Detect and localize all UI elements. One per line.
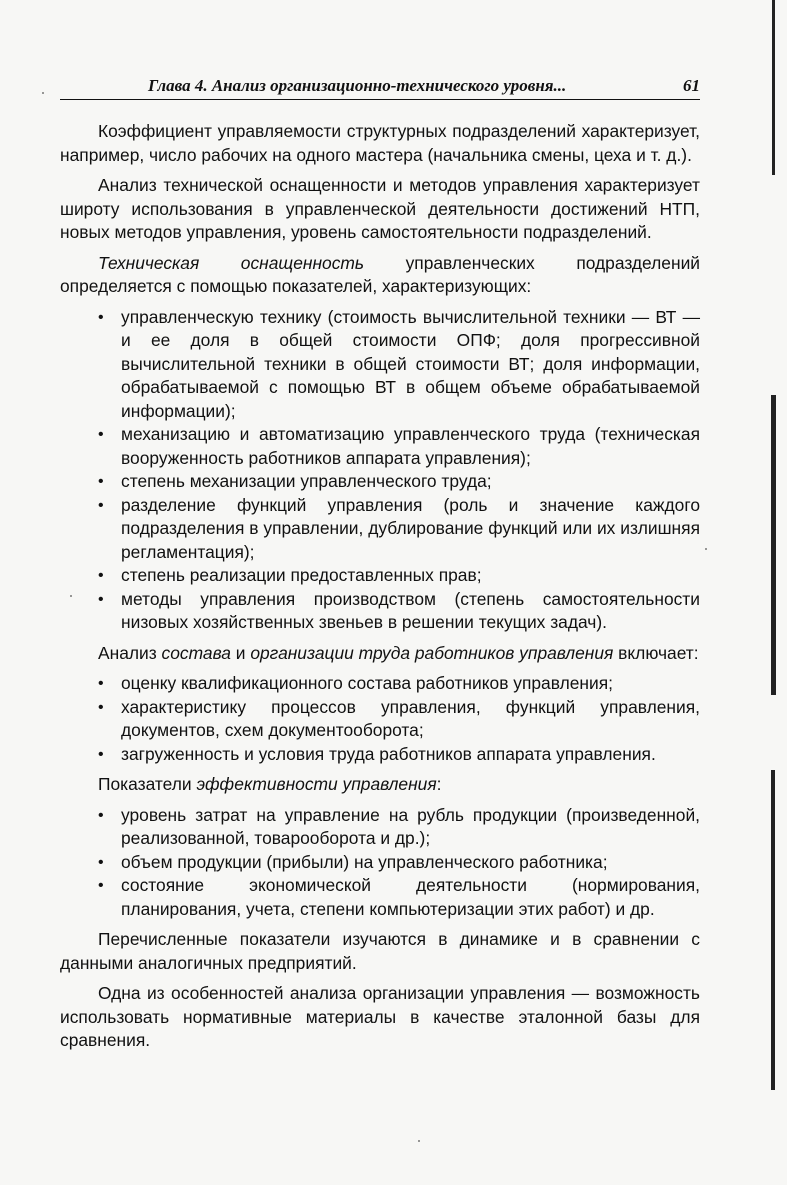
scan-speck (418, 1140, 420, 1142)
list-item: • состояние экономической деятельности (нормирования, планирования, учета, степени компьютеризации этих работ) и др. (60, 874, 700, 921)
list-item: • загруженность и условия труда работников аппарата управления. (60, 743, 700, 767)
running-head (60, 76, 700, 100)
list-item: • разделение функций управления (роль и значение каждого подразделения в управлении, дублирование функций или их излишняя регламентация); (60, 494, 700, 565)
paragraph-3 (60, 252, 700, 299)
list-efficiency-indicators (60, 804, 700, 922)
paragraph-5-a: Показатели (98, 774, 197, 794)
scan-edge-bottom (771, 770, 775, 1090)
paragraph-5-b: : (436, 774, 442, 794)
paragraph-4-a: Анализ (98, 642, 162, 663)
paragraph-4-b: и (230, 642, 251, 663)
list-item: • управленческую технику (стоимость вычислительной техники — ВТ — и ее доля в общей стоимости ОПФ; доля прогрессивной вычислительной техники в общей стоимости ВТ; доля информации, обрабатываемой с помощью ВТ в общем объеме обрабатываемой информации); (60, 306, 700, 424)
paragraph-1: Коэффициент управляемости структурных подразделений характеризует, например, число рабочих на одного мастера (начальника смены, цеха и т. д.). (60, 121, 700, 165)
list-item: • степень реализации предоставленных прав; (60, 564, 700, 588)
list-item: • методы управления производством (степень самостоятельности низовых хозяйственных звеньев в решении текущих задач). (60, 588, 700, 635)
paragraph-5 (60, 773, 700, 797)
paragraph-6: Перечисленные показатели изучаются в динамике и в сравнении с данными аналогичных предприятий. (60, 929, 700, 973)
scan-speck (705, 548, 707, 550)
paragraph-3-text: управленческих подразделений определяется с помощью показателей, характеризующих: (60, 252, 701, 296)
list-item: • уровень затрат на управление на рубль продукции (произведенной, реализованной, товарооборота и др.); (60, 804, 700, 851)
scan-edge-middle (771, 395, 776, 695)
term-technical-equipment: Техническая оснащенность (98, 252, 365, 273)
list-item: • объем продукции (прибыли) на управленческого работника; (60, 851, 700, 875)
term-labor-organization: организации труда работников управления (250, 642, 614, 663)
term-management-efficiency: эффективности управления (196, 774, 437, 794)
list-item: • степень механизации управленческого труда; (60, 470, 700, 494)
list-item: • характеристику процессов управления, функций управления, документов, схем документооборота; (60, 696, 700, 743)
list-item: • оценку квалификационного состава работников управления; (60, 672, 700, 696)
scan-speck (42, 92, 44, 94)
paragraph-7: Одна из особенностей анализа организации управления — возможность использовать нормативные материалы в качестве эталонной базы для сравнения. (60, 983, 700, 1050)
scan-edge-top (772, 0, 775, 175)
list-staff-analysis (60, 672, 700, 766)
paragraph-4-c: включает: (613, 642, 699, 663)
paragraph-4 (60, 642, 700, 666)
body-text (60, 120, 700, 1060)
list-technical-indicators (60, 306, 700, 635)
page-number: 61 (683, 76, 700, 95)
term-composition: состава (161, 642, 231, 663)
list-item: • механизацию и автоматизацию управленческого труда (техническая вооруженность работников аппарата управления); (60, 423, 700, 470)
paragraph-2: Анализ технической оснащенности и методов управления характеризует широту использования в управленческой деятельности достижений НТП, новых методов управления, уровень самостоятельности подразделений. (60, 175, 700, 242)
chapter-title: Глава 4. Анализ организационно-технического уровня... (148, 76, 567, 95)
